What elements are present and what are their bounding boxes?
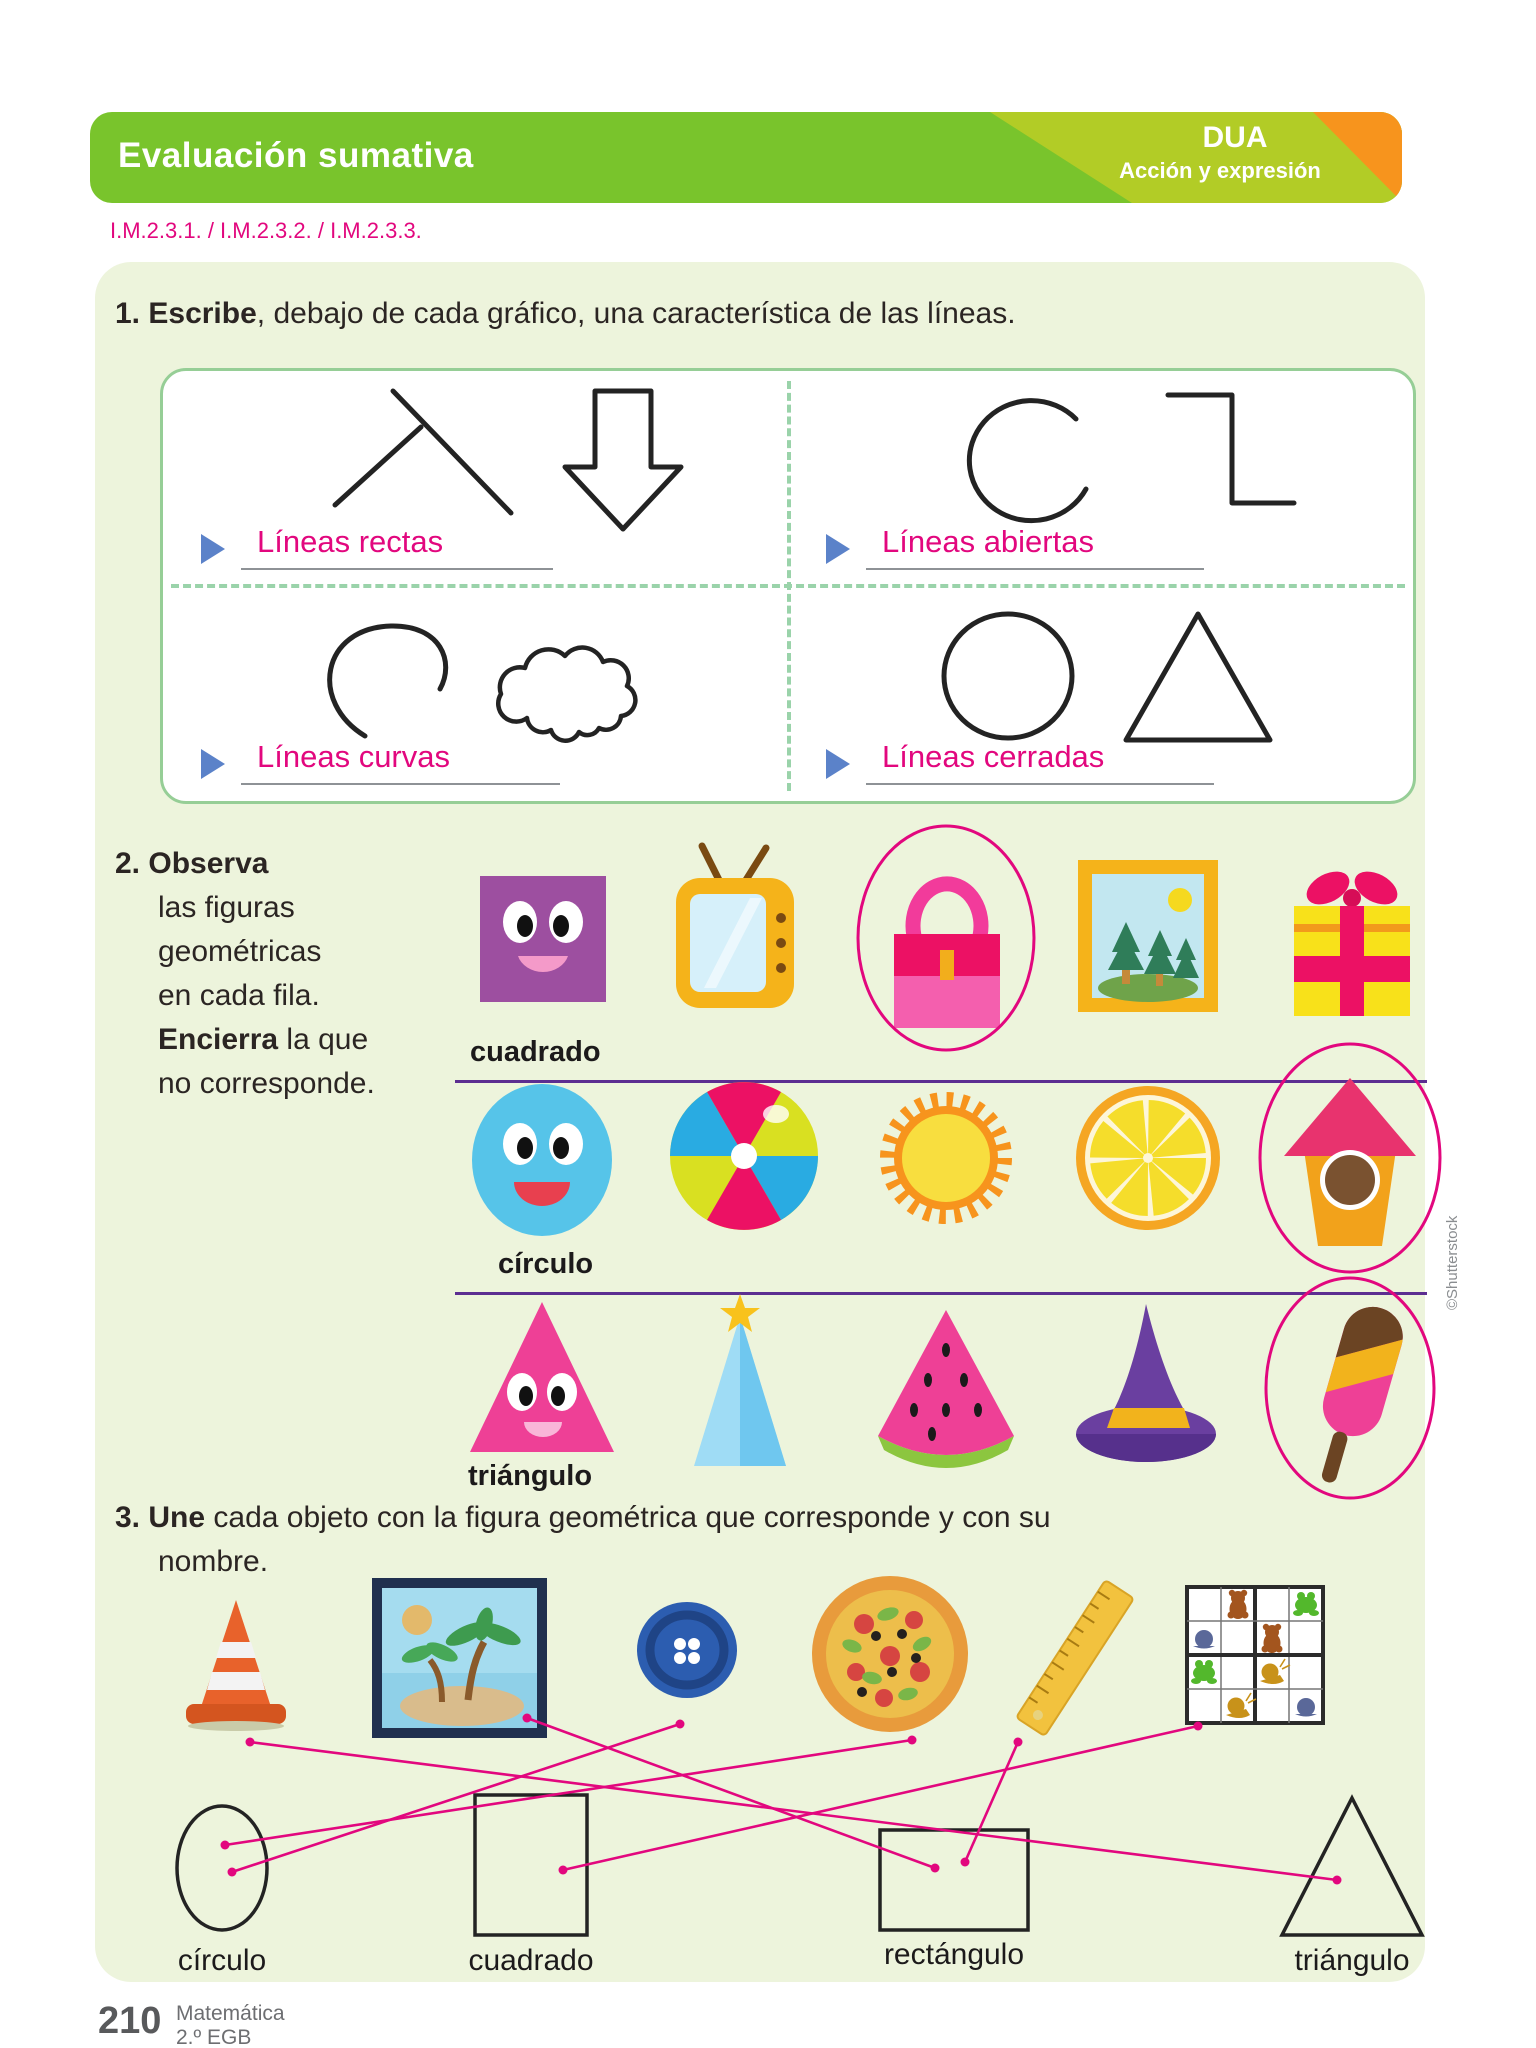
shape-label-rectangulo: rectángulo	[883, 1938, 1025, 1971]
shape-circle	[177, 1806, 267, 1930]
exercise1-heading: 1. Escribe, debajo de cada gráfico, una característica de las líneas.	[115, 297, 1016, 330]
dua-badge-subtitle: Acción y expresión	[1119, 158, 1321, 183]
answer-lineas-rectas: Líneas rectas	[241, 524, 553, 570]
shape-rectangle	[880, 1830, 1028, 1930]
answer-lineas-abiertas: Líneas abiertas	[866, 524, 1204, 570]
exercise2-heading: 2. Observa las figuras geométricas en cada fila. Encierra la que no corresponde.	[115, 847, 375, 1100]
page-number: 210	[98, 2000, 162, 2042]
shape-label-circulo: círculo	[177, 1944, 267, 1977]
shape-triangle	[1282, 1798, 1422, 1935]
row-label-cuadrado: cuadrado	[470, 1036, 601, 1068]
row-label-circulo: círculo	[498, 1248, 594, 1280]
exercise3-heading: 3. Une cada objeto con la figura geométrica que corresponde y con su nombre.	[115, 1501, 1051, 1578]
connection-lines	[225, 1718, 1337, 1880]
row-label-triangulo: triángulo	[468, 1460, 593, 1492]
footer-grade: 2.º EGB	[176, 2026, 252, 2048]
curriculum-codes: I.M.2.3.1. / I.M.2.3.2. / I.M.2.3.3.	[110, 218, 422, 243]
shape-square	[475, 1795, 587, 1935]
shape-label-triangulo: triángulo	[1294, 1944, 1410, 1977]
answer-lineas-cerradas: Líneas cerradas	[866, 739, 1214, 785]
image-credit: ©Shutterstock	[1444, 1215, 1461, 1310]
page-title: Evaluación sumativa	[118, 136, 474, 175]
dua-badge-title: DUA	[1202, 121, 1268, 154]
answer-lineas-curvas: Líneas curvas	[241, 739, 560, 785]
footer-subject: Matemática	[176, 2002, 285, 2025]
shape-label-cuadrado: cuadrado	[468, 1944, 594, 1977]
